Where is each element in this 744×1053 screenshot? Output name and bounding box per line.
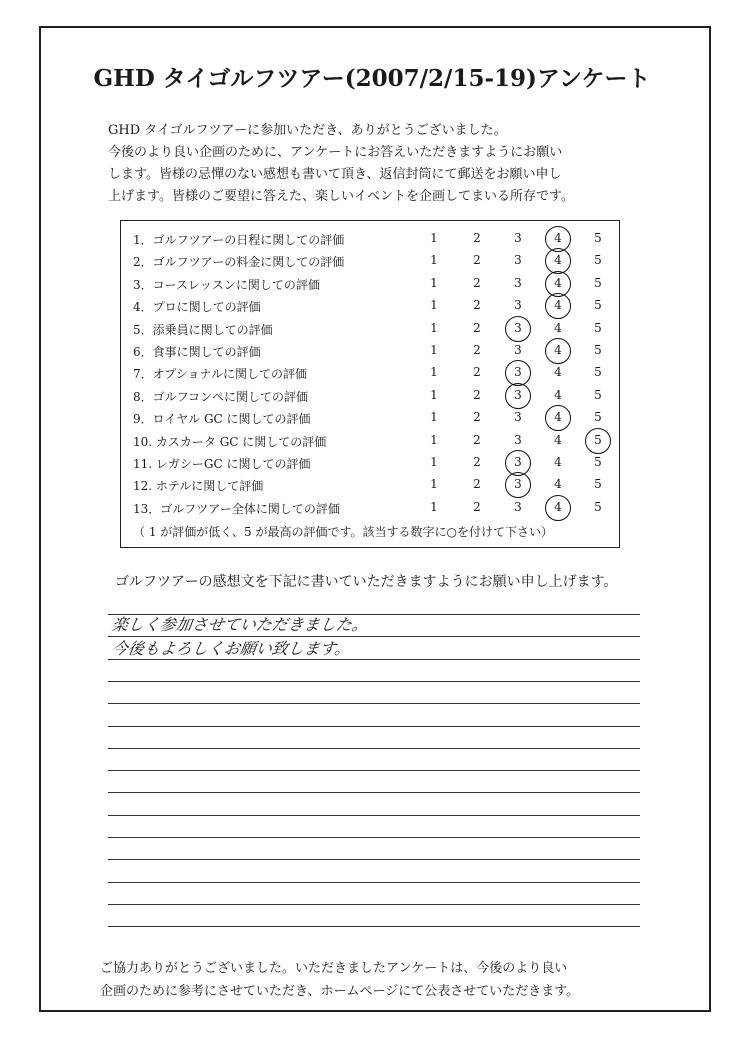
survey-question-row [121,451,621,473]
rating-option[interactable]: 3 [514,432,522,447]
rating-option[interactable]: 2 [473,410,481,425]
rating-option[interactable]: 5 [594,387,602,402]
question-label: 5．添乗員に関しての評価 [133,322,273,337]
rating-option[interactable]: 3 [514,275,522,290]
rating-option[interactable]: 4 [554,387,562,402]
rating-option[interactable]: 2 [473,499,481,514]
intro-line: GHD タイゴルフツアーに参加いただき、ありがとうございました。 [108,123,507,138]
rating-option[interactable]: 3 [514,253,522,268]
page-title: GHD タイゴルフツアー(2007/2/15-19)アンケート [93,65,651,92]
rating-option-circled[interactable]: 5 [587,433,609,447]
rating-option[interactable]: 1 [430,275,438,290]
rating-option[interactable]: 3 [514,343,522,357]
question-label: 2．ゴルフツアーの料金に関しての評価 [133,255,345,270]
question-label: 4．プロに関しての評価 [133,300,261,315]
question-label: 11. レガシーGC に関しての評価 [133,457,311,471]
rating-option[interactable]: 5 [594,343,602,357]
rating-option[interactable]: 4 [554,365,562,380]
rating-option-circled[interactable]: 4 [547,253,569,267]
rating-option[interactable]: 5 [594,499,602,514]
question-label: 12. ホテルに関して評価 [133,479,264,494]
rating-option[interactable]: 5 [594,365,602,380]
rating-option[interactable]: 1 [430,320,438,335]
rating-option[interactable]: 2 [473,231,481,245]
ruled-line [108,837,640,838]
rating-option[interactable]: 1 [430,365,438,380]
rating-option-circled[interactable]: 3 [507,321,529,335]
rating-option[interactable]: 2 [473,343,481,357]
survey-question-row [121,317,621,339]
survey-question-row [121,406,621,428]
rating-option[interactable]: 1 [430,387,438,402]
question-label: 13．ゴルフツアー全体に関しての評価 [133,501,340,516]
survey-question-row [121,361,621,383]
rating-table [120,220,620,548]
rating-option-circled[interactable]: 3 [507,455,529,469]
rating-option[interactable]: 1 [430,253,438,268]
ruled-line [108,681,640,682]
rating-option-circled[interactable]: 4 [547,276,569,290]
rating-option-circled[interactable]: 3 [507,388,529,402]
question-label: 3．コースレッスンに関しての評価 [133,277,320,292]
ruled-line [108,703,640,704]
survey-question-row [121,384,621,406]
rating-option[interactable]: 3 [514,298,522,313]
ruled-line [108,815,640,816]
rating-option[interactable]: 2 [473,477,481,492]
rating-option[interactable]: 2 [473,365,481,380]
rating-option[interactable]: 1 [430,455,438,469]
rating-option[interactable]: 4 [554,477,562,492]
rating-option[interactable]: 2 [473,320,481,335]
handwritten-comment-line: 楽しく参加させていただきました。 [110,615,370,634]
rating-option[interactable]: 3 [514,231,522,245]
rating-option[interactable]: 2 [473,432,481,447]
rating-option-circled[interactable]: 4 [547,500,569,514]
rating-option-circled[interactable]: 4 [547,298,569,312]
rating-option[interactable]: 2 [473,275,481,290]
rating-option[interactable]: 5 [594,410,602,425]
rating-option[interactable]: 3 [514,499,522,514]
footer-line: 企画のために参考にさせていただき、ホームページにて公表させていただきます。 [100,984,580,999]
rating-option[interactable]: 3 [514,410,522,425]
survey-question-row [121,496,621,518]
rating-option[interactable]: 1 [430,410,438,425]
rating-option[interactable]: 5 [594,231,602,245]
rating-option[interactable]: 2 [473,298,481,313]
survey-question-row [121,339,621,361]
footer-text [100,957,579,1003]
rating-note: （ 1 が評価が低く、5 が最高の評価です。該当する数字に○を付けて下さい） [133,525,553,539]
intro-line: します。皆様の忌憚のない感想も書いて頂き、返信封筒にて郵送をお願い申し [108,167,562,182]
ruled-line [108,770,640,771]
question-label: 10. カスカータ GC に関しての評価 [133,434,327,449]
intro-line: 上げます。皆様のご要望に答えた、楽しいイベントを企画してまいる所存です。 [108,189,574,204]
ruled-line [108,904,640,905]
survey-question-row [121,227,621,249]
rating-option[interactable]: 2 [473,253,481,268]
rating-option-circled[interactable]: 4 [547,343,569,357]
survey-question-row [121,473,621,495]
ruled-line [108,926,640,927]
rating-option[interactable]: 1 [430,343,438,357]
rating-option[interactable]: 5 [594,253,602,268]
rating-option[interactable]: 5 [594,477,602,492]
rating-option[interactable]: 1 [430,432,438,447]
rating-option[interactable]: 1 [430,298,438,313]
ruled-line [108,792,640,793]
rating-option[interactable]: 2 [473,455,481,469]
rating-option-circled[interactable]: 3 [507,365,529,379]
rating-option[interactable]: 5 [594,298,602,313]
survey-question-row [121,429,621,451]
rating-option[interactable]: 4 [554,320,562,335]
rating-option[interactable]: 2 [473,387,481,402]
question-label: 6．食事に関しての評価 [133,345,261,359]
rating-option-circled[interactable]: 4 [547,231,569,245]
rating-option[interactable]: 5 [594,320,602,335]
footer-line: ご協力ありがとうございました。いただきましたアンケートは、今後のより良い [100,961,568,976]
comment-heading: ゴルフツアーの感想文を下記に書いていただきますようにお願い申し上げます。 [115,574,618,590]
handwritten-comment-line: 今後もよろしくお願い致します。 [110,639,352,658]
question-label: 1．ゴルフツアーの日程に関しての評価 [133,233,345,247]
intro-line: 今後のより良い企画のために、アンケートにお答えいただきますようにお願い [108,145,563,160]
rating-option[interactable]: 4 [554,455,562,469]
question-label: 7．オプショナルに関しての評価 [133,367,307,382]
survey-question-row [121,272,621,294]
rating-option-circled[interactable]: 4 [547,410,569,424]
rating-option[interactable]: 4 [554,432,562,447]
intro-text [108,120,648,208]
ruled-line [108,882,640,883]
rating-option[interactable]: 5 [594,455,602,469]
rating-option[interactable]: 1 [430,499,438,514]
question-label: 9．ロイヤル GC に関しての評価 [133,412,311,427]
survey-question-row [121,249,621,271]
survey-question-row [121,294,621,316]
ruled-line [108,859,640,860]
rating-option[interactable]: 1 [430,231,438,245]
rating-option[interactable]: 5 [594,275,602,290]
rating-option-circled[interactable]: 3 [507,477,529,491]
ruled-line [108,748,640,749]
ruled-line [108,726,640,727]
question-label: 8．ゴルフコンペに関しての評価 [133,389,309,404]
rating-option[interactable]: 1 [430,477,438,492]
